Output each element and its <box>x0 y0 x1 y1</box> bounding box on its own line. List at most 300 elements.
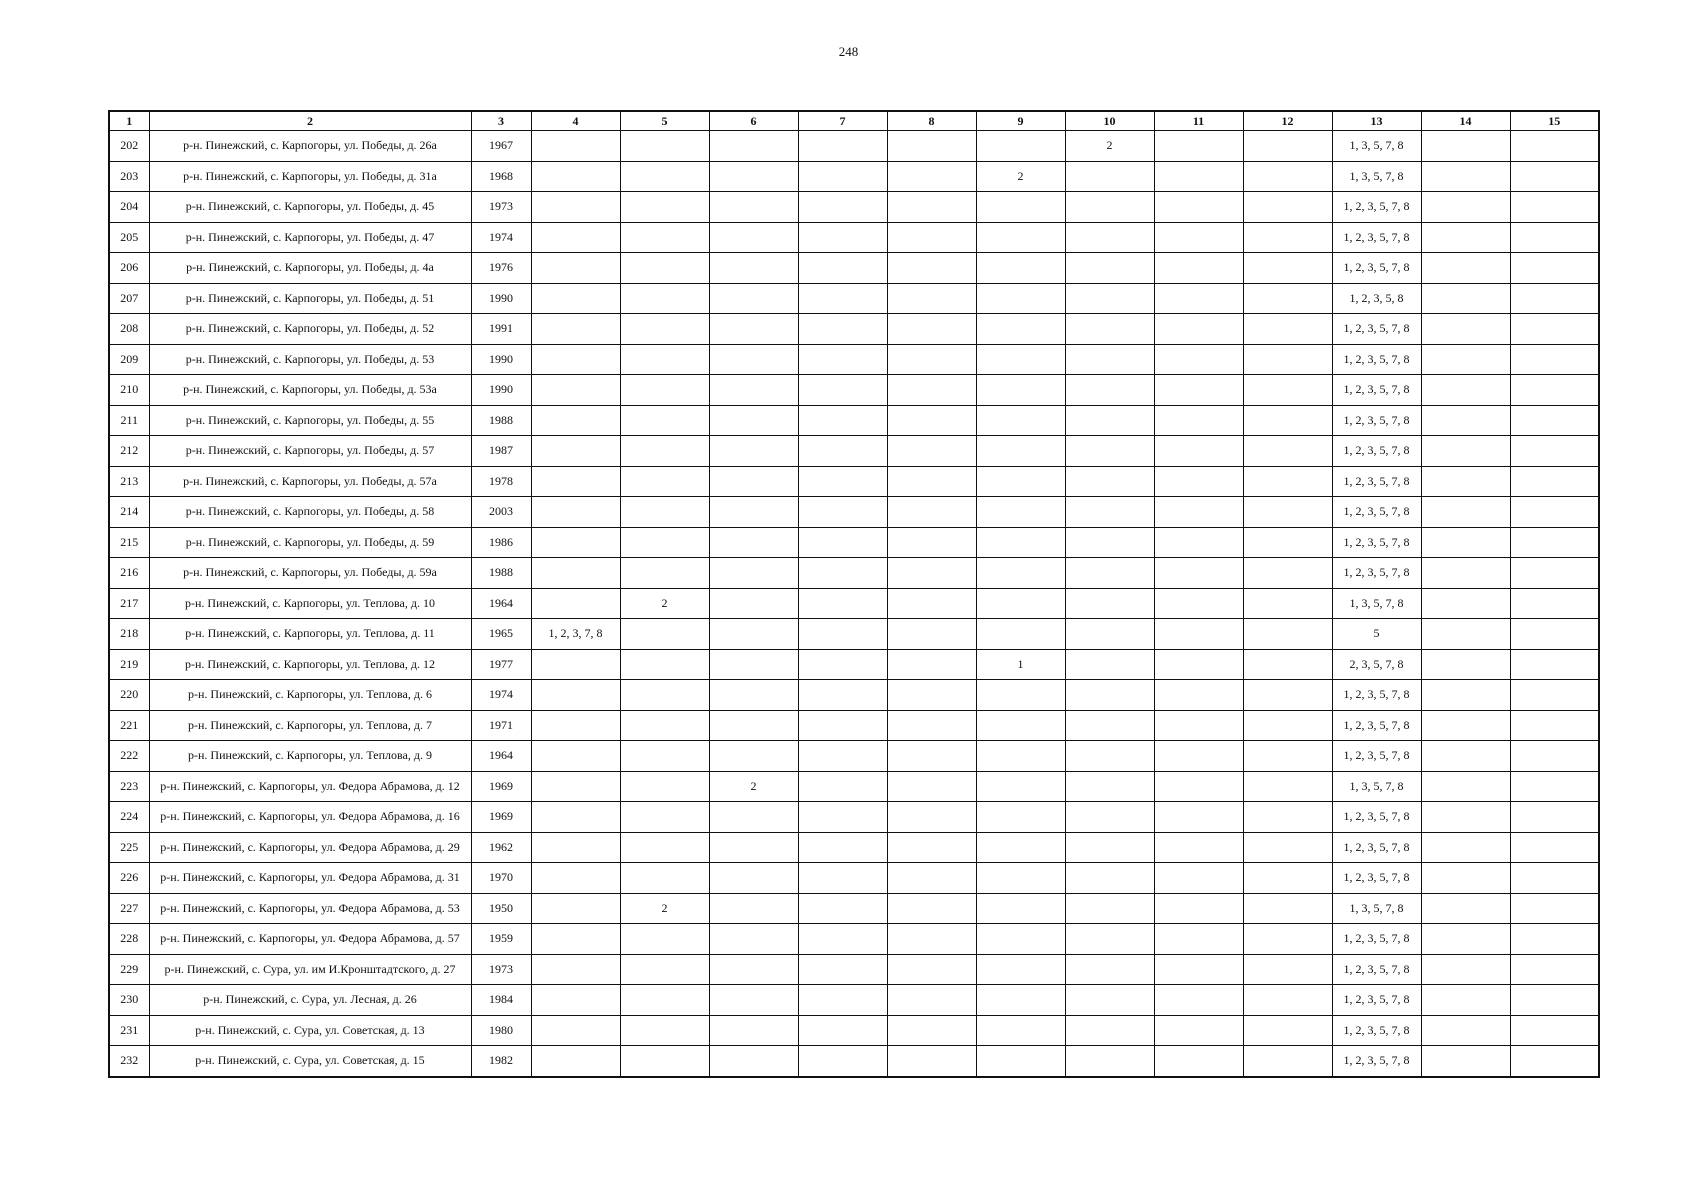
table-cell <box>531 710 620 741</box>
table-cell <box>887 527 976 558</box>
table-cell <box>798 131 887 162</box>
table-cell <box>1510 405 1599 436</box>
table-cell <box>620 161 709 192</box>
table-cell <box>1421 954 1510 985</box>
table-cell <box>887 710 976 741</box>
table-cell <box>620 924 709 955</box>
table-cell <box>1065 985 1154 1016</box>
table-cell <box>1065 680 1154 711</box>
table-cell: 1, 2, 3, 5, 7, 8 <box>1332 710 1421 741</box>
table-cell <box>798 619 887 650</box>
address-cell: р-н. Пинежский, с. Карпогоры, ул. Победы, д. 47 <box>149 222 471 253</box>
row-number-cell: 221 <box>109 710 149 741</box>
table-cell <box>976 893 1065 924</box>
table-cell <box>1421 619 1510 650</box>
table-row <box>109 436 1599 467</box>
address-cell: р-н. Пинежский, с. Карпогоры, ул. Теплова, д. 9 <box>149 741 471 772</box>
table-cell: 1, 3, 5, 7, 8 <box>1332 161 1421 192</box>
table-cell <box>709 832 798 863</box>
table-cell <box>1065 832 1154 863</box>
table-cell <box>1154 771 1243 802</box>
table-cell <box>1065 527 1154 558</box>
table-cell <box>887 893 976 924</box>
table-cell <box>976 253 1065 284</box>
table-cell <box>798 161 887 192</box>
table-cell <box>531 741 620 772</box>
table-cell <box>709 741 798 772</box>
table-cell <box>1421 131 1510 162</box>
table-cell <box>1154 832 1243 863</box>
table-row <box>109 588 1599 619</box>
year-cell: 1990 <box>471 375 531 406</box>
table-cell <box>1065 802 1154 833</box>
table-cell <box>1421 832 1510 863</box>
table-cell <box>1510 1046 1599 1077</box>
column-header-1: 1 <box>109 111 149 131</box>
table-cell <box>976 497 1065 528</box>
table-cell <box>798 527 887 558</box>
table-cell <box>798 985 887 1016</box>
table-cell: 2 <box>976 161 1065 192</box>
table-cell: 1, 2, 3, 5, 7, 8 <box>1332 527 1421 558</box>
table-row <box>109 344 1599 375</box>
table-cell: 1, 2, 3, 5, 7, 8 <box>1332 375 1421 406</box>
table-cell <box>531 1046 620 1077</box>
table-cell <box>1154 558 1243 589</box>
table-row <box>109 771 1599 802</box>
year-cell: 1970 <box>471 863 531 894</box>
table-cell <box>1243 436 1332 467</box>
table-cell <box>976 283 1065 314</box>
table-cell <box>976 375 1065 406</box>
table-cell <box>976 588 1065 619</box>
year-cell: 1986 <box>471 527 531 558</box>
table-cell <box>798 222 887 253</box>
table-cell <box>1510 771 1599 802</box>
table-cell <box>1243 924 1332 955</box>
row-number-cell: 210 <box>109 375 149 406</box>
table-cell: 1, 2, 3, 5, 7, 8 <box>1332 924 1421 955</box>
table-cell <box>1243 466 1332 497</box>
row-number-cell: 227 <box>109 893 149 924</box>
table-cell <box>1154 588 1243 619</box>
table-cell <box>1510 222 1599 253</box>
table-cell <box>976 863 1065 894</box>
table-cell <box>1154 985 1243 1016</box>
table-cell <box>1154 954 1243 985</box>
column-header-8: 8 <box>887 111 976 131</box>
table-cell <box>709 192 798 223</box>
table-cell <box>1510 466 1599 497</box>
table-cell <box>1243 1015 1332 1046</box>
table-cell <box>531 161 620 192</box>
address-cell: р-н. Пинежский, с. Сура, ул. Советская, д. 13 <box>149 1015 471 1046</box>
address-cell: р-н. Пинежский, с. Карпогоры, ул. Федора Абрамова, д. 31 <box>149 863 471 894</box>
table-cell <box>1154 802 1243 833</box>
table-cell <box>976 985 1065 1016</box>
table-cell <box>887 985 976 1016</box>
column-header-4: 4 <box>531 111 620 131</box>
table-row <box>109 527 1599 558</box>
table-cell <box>1243 344 1332 375</box>
table-cell: 1, 2, 3, 5, 7, 8 <box>1332 436 1421 467</box>
table-cell <box>1421 436 1510 467</box>
address-cell: р-н. Пинежский, с. Карпогоры, ул. Победы, д. 52 <box>149 314 471 345</box>
table-cell: 1, 2, 3, 5, 7, 8 <box>1332 1046 1421 1077</box>
table-cell <box>620 283 709 314</box>
table-cell <box>531 222 620 253</box>
table-row <box>109 497 1599 528</box>
year-cell: 1973 <box>471 192 531 223</box>
year-cell: 1977 <box>471 649 531 680</box>
table-cell <box>620 832 709 863</box>
table-cell <box>976 802 1065 833</box>
table-cell <box>1154 924 1243 955</box>
table-cell <box>531 405 620 436</box>
table-row <box>109 649 1599 680</box>
table-cell: 2, 3, 5, 7, 8 <box>1332 649 1421 680</box>
table-cell <box>1510 558 1599 589</box>
table-cell <box>887 161 976 192</box>
year-cell: 1964 <box>471 588 531 619</box>
table-cell <box>1421 527 1510 558</box>
table-cell <box>1510 832 1599 863</box>
table-cell <box>798 253 887 284</box>
year-cell: 1976 <box>471 253 531 284</box>
table-cell <box>620 771 709 802</box>
address-cell: р-н. Пинежский, с. Карпогоры, ул. Победы, д. 57 <box>149 436 471 467</box>
table-cell <box>1243 497 1332 528</box>
table-cell <box>798 314 887 345</box>
row-number-cell: 222 <box>109 741 149 772</box>
table-cell <box>1065 893 1154 924</box>
table-cell <box>1421 924 1510 955</box>
year-cell: 2003 <box>471 497 531 528</box>
column-header-10: 10 <box>1065 111 1154 131</box>
row-number-cell: 203 <box>109 161 149 192</box>
table-cell <box>709 1046 798 1077</box>
year-cell: 1980 <box>471 1015 531 1046</box>
table-cell <box>976 771 1065 802</box>
year-cell: 1971 <box>471 710 531 741</box>
table-cell <box>1510 649 1599 680</box>
address-cell: р-н. Пинежский, с. Карпогоры, ул. Победы, д. 26а <box>149 131 471 162</box>
table-cell <box>1421 649 1510 680</box>
table-cell <box>1510 344 1599 375</box>
row-number-cell: 224 <box>109 802 149 833</box>
table-cell <box>1065 192 1154 223</box>
table-cell <box>1421 375 1510 406</box>
row-number-cell: 220 <box>109 680 149 711</box>
table-cell <box>887 222 976 253</box>
table-cell <box>1243 222 1332 253</box>
table-cell <box>976 680 1065 711</box>
table-cell <box>976 436 1065 467</box>
table-cell <box>798 405 887 436</box>
table-cell: 1, 2, 3, 5, 7, 8 <box>1332 832 1421 863</box>
table-row <box>109 161 1599 192</box>
table-cell <box>531 375 620 406</box>
table-cell <box>887 1015 976 1046</box>
table-cell <box>709 649 798 680</box>
table-cell <box>620 222 709 253</box>
table-cell <box>1243 893 1332 924</box>
table-cell <box>1421 558 1510 589</box>
row-number-cell: 219 <box>109 649 149 680</box>
table-cell <box>798 344 887 375</box>
year-cell: 1991 <box>471 314 531 345</box>
address-cell: р-н. Пинежский, с. Карпогоры, ул. Победы, д. 53 <box>149 344 471 375</box>
table-cell <box>1421 863 1510 894</box>
housing-register-table <box>108 110 1600 1078</box>
table-cell <box>976 924 1065 955</box>
address-cell: р-н. Пинежский, с. Сура, ул. Советская, д. 15 <box>149 1046 471 1077</box>
table-cell <box>620 680 709 711</box>
table-cell <box>620 710 709 741</box>
table-cell <box>1065 588 1154 619</box>
table-cell <box>1154 893 1243 924</box>
table-cell <box>709 924 798 955</box>
table-cell: 1, 2, 3, 5, 7, 8 <box>1332 222 1421 253</box>
row-number-cell: 204 <box>109 192 149 223</box>
table-cell <box>1065 924 1154 955</box>
table-row <box>109 1015 1599 1046</box>
table-cell <box>1243 192 1332 223</box>
table-cell <box>798 588 887 619</box>
table-cell <box>976 558 1065 589</box>
table-cell <box>531 802 620 833</box>
table-cell <box>1421 893 1510 924</box>
table-cell <box>1065 954 1154 985</box>
table-row <box>109 314 1599 345</box>
table-cell: 1, 2, 3, 5, 7, 8 <box>1332 253 1421 284</box>
table-cell <box>1243 405 1332 436</box>
table-row <box>109 832 1599 863</box>
table-cell <box>709 588 798 619</box>
table-row <box>109 131 1599 162</box>
table-cell <box>1510 863 1599 894</box>
table-cell <box>798 283 887 314</box>
table-row <box>109 1046 1599 1077</box>
table-cell <box>976 314 1065 345</box>
table-cell <box>531 527 620 558</box>
table-cell <box>709 253 798 284</box>
table-cell <box>976 954 1065 985</box>
column-header-12: 12 <box>1243 111 1332 131</box>
year-cell: 1973 <box>471 954 531 985</box>
table-cell <box>620 405 709 436</box>
page-number: 248 <box>838 44 859 59</box>
table-cell <box>798 680 887 711</box>
table-cell <box>620 527 709 558</box>
table-cell <box>1154 405 1243 436</box>
table-cell: 1, 3, 5, 7, 8 <box>1332 893 1421 924</box>
table-cell <box>531 954 620 985</box>
year-cell: 1964 <box>471 741 531 772</box>
table-cell <box>976 1046 1065 1077</box>
address-cell: р-н. Пинежский, с. Карпогоры, ул. Федора Абрамова, д. 12 <box>149 771 471 802</box>
table-cell <box>798 832 887 863</box>
table-cell <box>1510 375 1599 406</box>
table-cell <box>798 375 887 406</box>
table-cell <box>620 863 709 894</box>
table-cell <box>1065 497 1154 528</box>
table-cell <box>887 771 976 802</box>
table-row <box>109 710 1599 741</box>
table-cell <box>1154 619 1243 650</box>
table-cell <box>1154 161 1243 192</box>
table-row <box>109 222 1599 253</box>
table-cell <box>1421 741 1510 772</box>
table-cell <box>1065 1015 1154 1046</box>
table-cell <box>1421 588 1510 619</box>
row-number-cell: 231 <box>109 1015 149 1046</box>
table-cell <box>1421 192 1510 223</box>
table-cell <box>709 954 798 985</box>
table-row <box>109 466 1599 497</box>
table-cell <box>1065 863 1154 894</box>
table-cell <box>1421 222 1510 253</box>
table-cell <box>1154 649 1243 680</box>
table-cell <box>1243 619 1332 650</box>
table-cell <box>887 588 976 619</box>
year-cell: 1968 <box>471 161 531 192</box>
table-cell <box>1243 375 1332 406</box>
table-cell: 2 <box>620 588 709 619</box>
table-cell <box>1243 741 1332 772</box>
column-header-2: 2 <box>149 111 471 131</box>
table-cell <box>1065 558 1154 589</box>
table-cell <box>1243 863 1332 894</box>
table-cell <box>1510 192 1599 223</box>
table-cell <box>1243 314 1332 345</box>
column-header-7: 7 <box>798 111 887 131</box>
year-cell: 1974 <box>471 680 531 711</box>
table-cell <box>1510 283 1599 314</box>
table-cell <box>1243 588 1332 619</box>
table-cell: 1, 2, 3, 5, 7, 8 <box>1332 985 1421 1016</box>
table-cell: 1, 2, 3, 5, 7, 8 <box>1332 558 1421 589</box>
table-cell <box>1154 436 1243 467</box>
table-cell <box>1154 863 1243 894</box>
table-cell <box>1510 893 1599 924</box>
table-cell: 1, 2, 3, 5, 7, 8 <box>1332 192 1421 223</box>
row-number-cell: 209 <box>109 344 149 375</box>
row-number-cell: 223 <box>109 771 149 802</box>
table-cell <box>709 619 798 650</box>
table-cell <box>620 344 709 375</box>
table-cell: 2 <box>620 893 709 924</box>
table-cell <box>1065 314 1154 345</box>
table-cell <box>1154 497 1243 528</box>
address-cell: р-н. Пинежский, с. Карпогоры, ул. Теплова, д. 6 <box>149 680 471 711</box>
table-cell <box>798 863 887 894</box>
table-cell <box>798 771 887 802</box>
table-cell <box>1510 741 1599 772</box>
table-cell <box>1421 497 1510 528</box>
address-cell: р-н. Пинежский, с. Сура, ул. Лесная, д. 26 <box>149 985 471 1016</box>
table-cell <box>1065 771 1154 802</box>
table-cell <box>976 741 1065 772</box>
table-cell <box>1154 344 1243 375</box>
table-cell <box>976 466 1065 497</box>
column-header-6: 6 <box>709 111 798 131</box>
address-cell: р-н. Пинежский, с. Карпогоры, ул. Победы, д. 31а <box>149 161 471 192</box>
year-cell: 1967 <box>471 131 531 162</box>
row-number-cell: 226 <box>109 863 149 894</box>
table-cell <box>709 497 798 528</box>
table-cell <box>1243 283 1332 314</box>
address-cell: р-н. Пинежский, с. Карпогоры, ул. Победы, д. 55 <box>149 405 471 436</box>
row-number-cell: 216 <box>109 558 149 589</box>
table-cell <box>1510 619 1599 650</box>
table-cell: 1, 3, 5, 7, 8 <box>1332 131 1421 162</box>
table-cell <box>798 558 887 589</box>
table-cell <box>1243 954 1332 985</box>
row-number-cell: 225 <box>109 832 149 863</box>
table-cell <box>1510 680 1599 711</box>
table-cell <box>1065 710 1154 741</box>
table-cell: 2 <box>709 771 798 802</box>
table-cell <box>1154 253 1243 284</box>
table-cell <box>531 832 620 863</box>
table-cell <box>1065 375 1154 406</box>
table-row <box>109 680 1599 711</box>
table-cell <box>887 649 976 680</box>
table-cell: 1, 2, 3, 5, 7, 8 <box>1332 466 1421 497</box>
table-cell: 1, 2, 3, 5, 7, 8 <box>1332 802 1421 833</box>
table-cell <box>1065 619 1154 650</box>
table-cell <box>1510 497 1599 528</box>
table-cell <box>798 954 887 985</box>
table-cell <box>976 222 1065 253</box>
table-cell <box>709 802 798 833</box>
table-cell <box>887 192 976 223</box>
table-cell <box>709 436 798 467</box>
table-cell <box>1421 985 1510 1016</box>
year-cell: 1950 <box>471 893 531 924</box>
table-cell <box>531 497 620 528</box>
table-cell <box>1243 802 1332 833</box>
year-cell: 1982 <box>471 1046 531 1077</box>
table-cell: 1, 2, 3, 5, 7, 8 <box>1332 314 1421 345</box>
table-cell <box>1243 131 1332 162</box>
table-cell <box>531 863 620 894</box>
column-header-13: 13 <box>1332 111 1421 131</box>
table-cell <box>531 253 620 284</box>
column-header-5: 5 <box>620 111 709 131</box>
table-cell <box>1243 527 1332 558</box>
address-cell: р-н. Пинежский, с. Карпогоры, ул. Победы, д. 57а <box>149 466 471 497</box>
table-cell <box>531 192 620 223</box>
table-cell <box>798 893 887 924</box>
row-number-cell: 214 <box>109 497 149 528</box>
table-cell <box>620 619 709 650</box>
table-cell <box>798 710 887 741</box>
column-header-9: 9 <box>976 111 1065 131</box>
table-cell <box>709 1015 798 1046</box>
year-cell: 1969 <box>471 802 531 833</box>
column-header-14: 14 <box>1421 111 1510 131</box>
address-cell: р-н. Пинежский, с. Карпогоры, ул. Победы, д. 59а <box>149 558 471 589</box>
table-cell <box>620 985 709 1016</box>
table-cell <box>620 1046 709 1077</box>
row-number-cell: 218 <box>109 619 149 650</box>
table-cell <box>709 161 798 192</box>
table-cell <box>620 131 709 162</box>
address-cell: р-н. Пинежский, с. Карпогоры, ул. Победы, д. 45 <box>149 192 471 223</box>
row-number-cell: 211 <box>109 405 149 436</box>
